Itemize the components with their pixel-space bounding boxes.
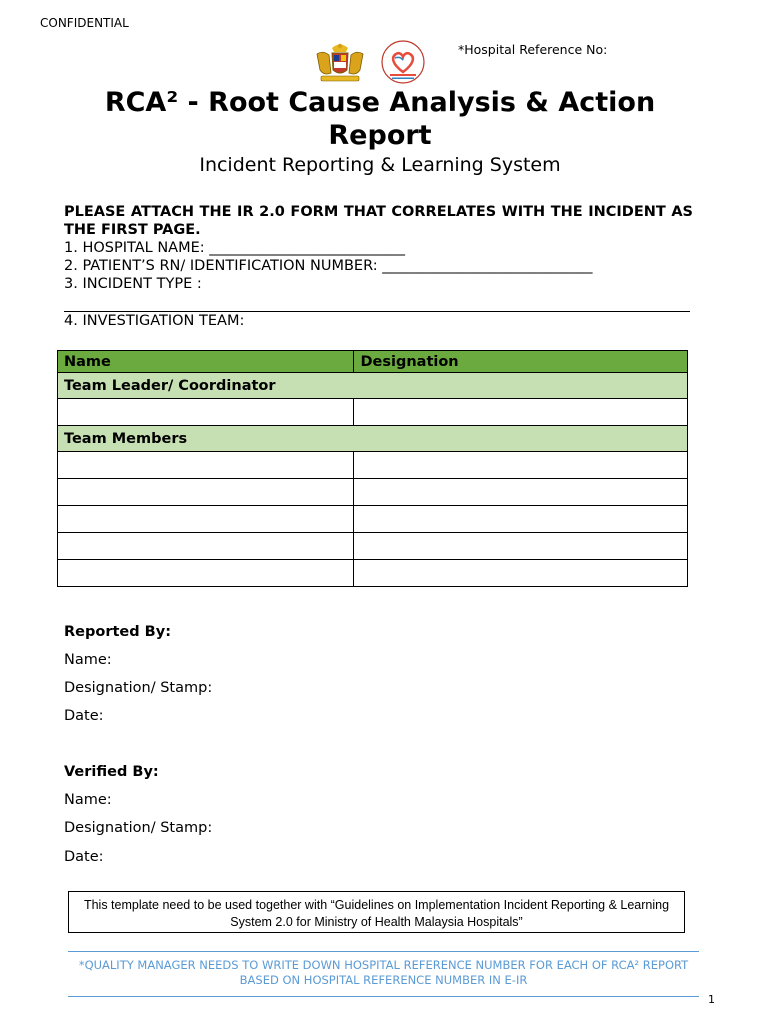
member-designation-cell[interactable] [354,452,688,479]
table-row [58,479,688,506]
column-header-name: Name [58,351,354,373]
verified-by-heading: Verified By: [64,764,159,780]
verified-by-name-field[interactable]: Name: [64,792,112,808]
table-row [58,452,688,479]
table-row [58,399,688,426]
team-leader-label: Team Leader/ Coordinator [58,373,688,399]
leader-name-cell[interactable] [58,399,354,426]
member-designation-cell[interactable] [354,560,688,587]
hospital-name-field[interactable]: 1. HOSPITAL NAME: ___________________________ [64,240,406,256]
member-designation-cell[interactable] [354,479,688,506]
patient-safety-heart-logo [378,40,428,84]
footer-top-divider [68,951,699,952]
hospital-reference-label: *Hospital Reference No: [458,42,608,57]
column-header-designation: Designation [354,351,688,373]
reported-by-date-field[interactable]: Date: [64,708,104,724]
member-name-cell[interactable] [58,533,354,560]
patient-rn-field[interactable]: 2. PATIENT’S RN/ IDENTIFICATION NUMBER: _____________________________ [64,258,593,274]
member-name-cell[interactable] [58,560,354,587]
incident-type-label: 3. INCIDENT TYPE : [64,276,202,292]
member-designation-cell[interactable] [354,533,688,560]
coat-of-arms-logo [312,40,368,84]
member-name-cell[interactable] [58,479,354,506]
table-header-row [58,351,688,373]
page-number: 1 [708,993,715,1006]
guidelines-notice-box: This template need to be used together with “Guidelines on Implementation Incident Reporting & Learning System 2.0 for Ministry of Health Malaysia Hospitals” [68,891,685,933]
investigation-team-label: 4. INVESTIGATION TEAM: [64,313,245,329]
table-row [58,506,688,533]
team-members-label: Team Members [58,426,688,452]
verified-by-designation-field[interactable]: Designation/ Stamp: [64,820,213,836]
verified-by-date-field[interactable]: Date: [64,849,104,865]
table-row [58,533,688,560]
investigation-team-table [57,350,688,587]
team-leader-section-row [58,373,688,399]
member-name-cell[interactable] [58,452,354,479]
page-title: RCA² - Root Cause Analysis & Action Report [104,87,656,151]
reported-by-designation-field[interactable]: Designation/ Stamp: [64,680,213,696]
confidential-label: CONFIDENTIAL [40,16,129,30]
member-name-cell[interactable] [58,506,354,533]
leader-designation-cell[interactable] [354,399,688,426]
member-designation-cell[interactable] [354,506,688,533]
footer-note: *QUALITY MANAGER NEEDS TO WRITE DOWN HOSPITAL REFERENCE NUMBER FOR EACH OF RCA² REPORT BASED ON HOSPITAL REFERENCE NUMBER IN E-IR [78,958,689,987]
table-row [58,560,688,587]
reported-by-name-field[interactable]: Name: [64,652,112,668]
reported-by-heading: Reported By: [64,624,171,640]
team-members-section-row [58,426,688,452]
footer-bottom-divider [68,996,699,997]
page-subtitle: Incident Reporting & Learning System [199,154,561,176]
attach-instruction: PLEASE ATTACH THE IR 2.0 FORM THAT CORRELATES WITH THE INCIDENT AS THE FIRST PAGE. [64,204,693,238]
